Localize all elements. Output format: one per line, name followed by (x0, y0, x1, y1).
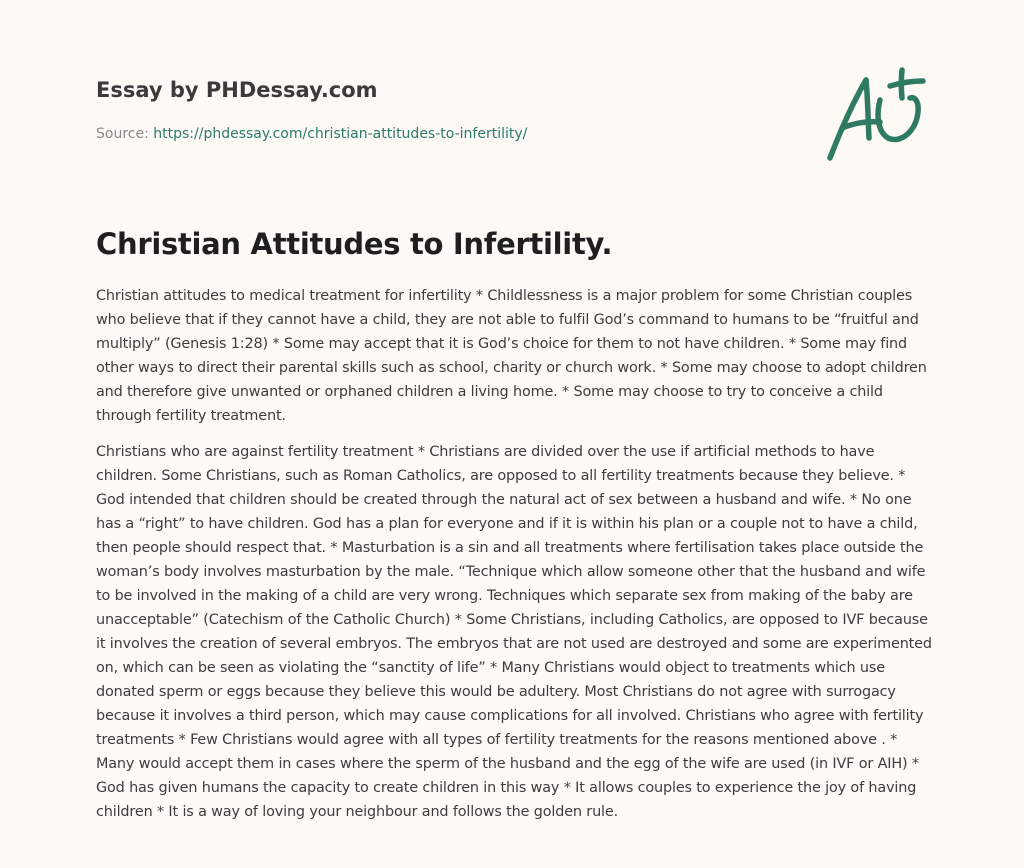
source-line (96, 124, 696, 144)
essay-header (96, 76, 696, 144)
essay-paragraph: Christians who are against fertility treatment * Christians are divided over the use if artificial methods to have children. Some Christians, such as Roman Catholics, are opposed to all fertility treatments because they believe. * God intended that children should be created through the natural act of sex between a husband and wife. * No one has a “right” to have children. God has a plan for everyone and if it is within his plan or a couple not to have a child, then people should respect that. * Masturbation is a sin and all treatments where fertilisation takes place outside the woman’s body involves masturbation by the male. “Technique which allow someone other that the husband and wife to be involved in the making of a child are very wrong. Techniques which separate sex from making of the baby are unacceptable” (Catechism of the Catholic Church) * Some Christians, including Catholics, are opposed to IVF because it involves the creation of several embryos. The embryos that are not used are destroyed and some are experimented on, which can be seen as violating the “sanctity of life” * Many Christians would object to treatments which use donated sperm or eggs because they believe this would be adultery. Most Christians do not agree with surrogacy because it involves a third person, which may cause complications for all involved. Christians who agree with fertility treatments * Few Christians would agree with all types of fertility treatments for the reasons mentioned above . * Many would accept them in cases where the sperm of the husband and the egg of the wife are used (in IVF or AIH) * God has given humans the capacity to create children in this way * It allows couples to experience the joy of having children * It is a way of loving your neighbour and follows the golden rule. (96, 444, 932, 820)
essay-title: Christian Attitudes to Infertility. (96, 227, 613, 261)
source-link[interactable]: https://phdessay.com/christian-attitudes-to-infertility/ (153, 126, 528, 142)
a-plus-logo-icon (822, 66, 932, 166)
essay-body (96, 284, 932, 836)
site-brand: Essay by PHDessay.com (96, 78, 378, 102)
source-label: Source: (96, 126, 154, 142)
a-plus-logo-graphic (822, 66, 932, 166)
essay-paragraph: Christian attitudes to medical treatment for infertility * Childlessness is a major problem for some Christian couples who believe that if they cannot have a child, they are not able to fulfil God’s command to humans to be “fruitful and multiply” (Genesis 1:28) * Some may accept that it is God’s choice for them to not have children. * Some may find other ways to direct their parental skills such as school, charity or church work. * Some may choose to adopt children and therefore give unwanted or orphaned children a living home. * Some may choose to try to conceive a child through fertility treatment. (96, 288, 927, 424)
